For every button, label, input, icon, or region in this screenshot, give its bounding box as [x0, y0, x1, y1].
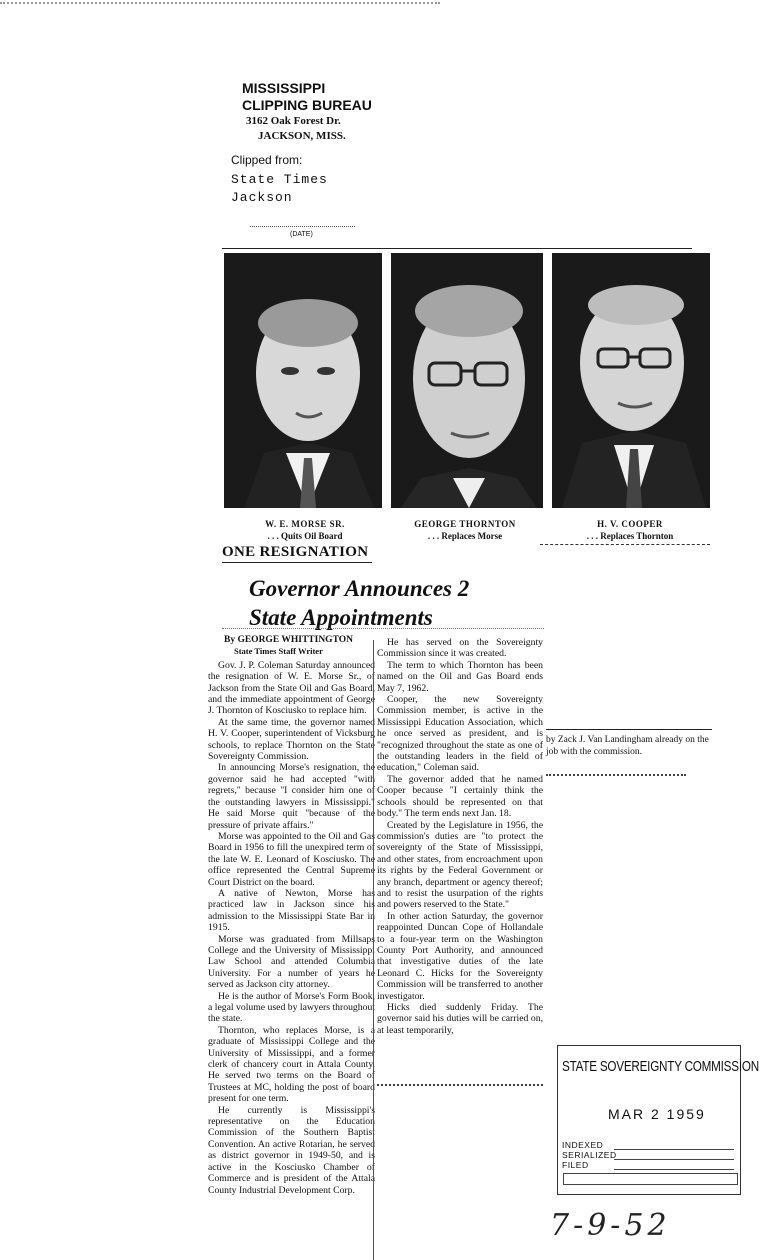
photo-thornton [391, 253, 543, 508]
paragraph: In other action Saturday, the governor reappointed Duncan Cope of Hollandale to a four-year term on the Washington County Port Authority, and announced that investigative duties of the late Leonard C. Hicks for the Sovereignty Commission will be transferred to another investigator. [377, 910, 543, 1002]
caption-text: . . . Replaces Morse [427, 531, 503, 541]
paper-city: Jackson [231, 190, 293, 205]
photo-cooper [552, 253, 710, 508]
paper-name: State Times [231, 172, 328, 187]
paragraph: He has served on the Sovereignty Commission since it was created. [377, 637, 543, 660]
paragraph: He currently is Mississippi's representative on the Education Commission of the Southern Baptist Convention. An active Rotarian, he served as district governor in 1949-50, and is active in the Kosciusko Chamber of Commerce and is president of the Attala County Industrial Development Corp. [208, 1104, 375, 1196]
clipping-bureau-header [228, 80, 388, 144]
paragraph: He is the author of Morse's Form Book, a legal volume used by lawyers throughout the state. [208, 990, 375, 1025]
caption-cooper [555, 518, 705, 542]
stamp-field-line [614, 1159, 734, 1160]
paragraph: The term to which Thornton has been named on the Oil and Gas Board ends May 7, 1962. [377, 659, 543, 694]
paragraph: Morse was appointed to the Oil and Gas Board in 1956 to fill the unexpired term of the late W. E. Leonard of Kosciusko. The office represented the Central Supreme Court District on the board. [208, 830, 375, 888]
date-line [250, 226, 355, 227]
article-kicker: ONE RESIGNATION [222, 544, 369, 560]
caption-thornton [395, 518, 535, 542]
stamp-box [563, 1173, 738, 1185]
headline-line-2: State Appointments [249, 605, 433, 630]
caption-name: H. V. COOPER [597, 519, 663, 529]
caption-rule [540, 544, 710, 545]
caption-morse [240, 518, 370, 542]
headline-rule [222, 628, 544, 629]
date-label: (DATE) [290, 231, 313, 238]
kicker-rule [222, 562, 372, 563]
fragment-bottom-rule [546, 774, 686, 776]
paragraph: The governor added that he named Cooper because "I certainly think the schools should be represented on that body." The term ends next Jan. 18. [377, 773, 543, 820]
paragraph: Hicks died suddenly Friday. The governor said his duties will be carried on, at least temporarily, [377, 1002, 543, 1036]
stamp-serialized-label: SERIALIZED [562, 1150, 617, 1160]
caption-name: GEORGE THORNTON [414, 519, 516, 529]
paragraph: Morse was graduated from Millsaps College and the University of Mississippi Law School and attended Columbia University. For a number of years he served as Jackson city attorney. [208, 933, 375, 991]
paragraph: In announcing Morse's resignation, the governor said he had accepted "with regrets," because "I consider him one of the outstanding lawyers in Mississippi." He said Morse quit "because of the pressure of private affairs." [208, 762, 375, 831]
stamp-field-line [614, 1169, 734, 1170]
article-column-1 [208, 635, 375, 1196]
stamp-filed-label: FILED [562, 1160, 589, 1170]
caption-text: . . . Replaces Thornton [586, 531, 674, 541]
photo-morse [224, 253, 382, 508]
column-separator [373, 640, 374, 1260]
stamp-date: MAR 2 1959 [608, 1106, 706, 1122]
handwritten-file-number: 7-9-52 [550, 1208, 671, 1243]
stamp-field-line [614, 1149, 734, 1150]
clipped-from-label: Clipped from: [231, 153, 303, 167]
bureau-name: CLIPPING BUREAU [242, 97, 372, 113]
sovereignty-commission-stamp [557, 1045, 759, 1195]
bureau-address-street: 3162 Oak Forest Dr. [246, 115, 341, 127]
article-column-2 [377, 637, 543, 1036]
stamp-title: STATE SOVEREIGNTY COMMISSION [562, 1058, 759, 1075]
paragraph: Cooper, the new Sovereignty Commission member, is active in the Mississippi Education Association, which he once served as president, and is "recognized throughout the state as one of the outstanding leaders in the field of education," Coleman said. [377, 694, 543, 774]
paragraph: At the same time, the governor named H. V. Cooper, superintendent of Vicksburg schools, to replace Thornton on the State Sovereignty Commission. [208, 716, 375, 763]
bureau-address-city: JACKSON, MISS. [258, 130, 346, 142]
headline-line-1: Governor Announces 2 [249, 576, 470, 601]
caption-name: W. E. MORSE SR. [265, 519, 345, 529]
paragraph: Gov. J. P. Coleman Saturday announced the resignation of W. E. Morse Sr., of Jackson from the State Oil and Gas Board, and the immediate appointment of George J. Thornton of Kosciusko to replace him. [208, 659, 375, 717]
article-continuation-fragment: by Zack J. Van Landingham already on the job with the commission. [546, 735, 709, 757]
caption-text: . . . Quits Oil Board [267, 531, 343, 541]
article-headline [249, 574, 469, 632]
paragraph: A native of Newton, Morse has practiced law in Jackson since his admission to the Mississippi State Bar in 1915. [208, 887, 375, 934]
byline-role: State Times Staff Writer [234, 646, 323, 657]
bureau-state: MISSISSIPPI [242, 80, 326, 96]
stamp-indexed-label: INDEXED [562, 1140, 604, 1150]
paragraph: Created by the Legislature in 1956, the commission's duties are "to protect the sovereignty of the State of Mississippi, and other states, from encroachment upon its rights by the Federal Government or any branch, department or agency thereof; and to resist the usurpation of the rights and powers reserved to the State." [377, 819, 543, 911]
top-dotted-edge [0, 2, 440, 4]
byline: By GEORGE WHITTINGTON [224, 635, 353, 645]
fragment-top-rule [546, 729, 712, 730]
column-end-rule [377, 1084, 543, 1086]
paragraph: Thornton, who replaces Morse, is a graduate of Mississippi College and the University of Mississippi, and a former clerk of chancery court in Attala County. He served two terms on the Board of Trustees at MC, holding the post of board present for one term. [208, 1024, 375, 1105]
